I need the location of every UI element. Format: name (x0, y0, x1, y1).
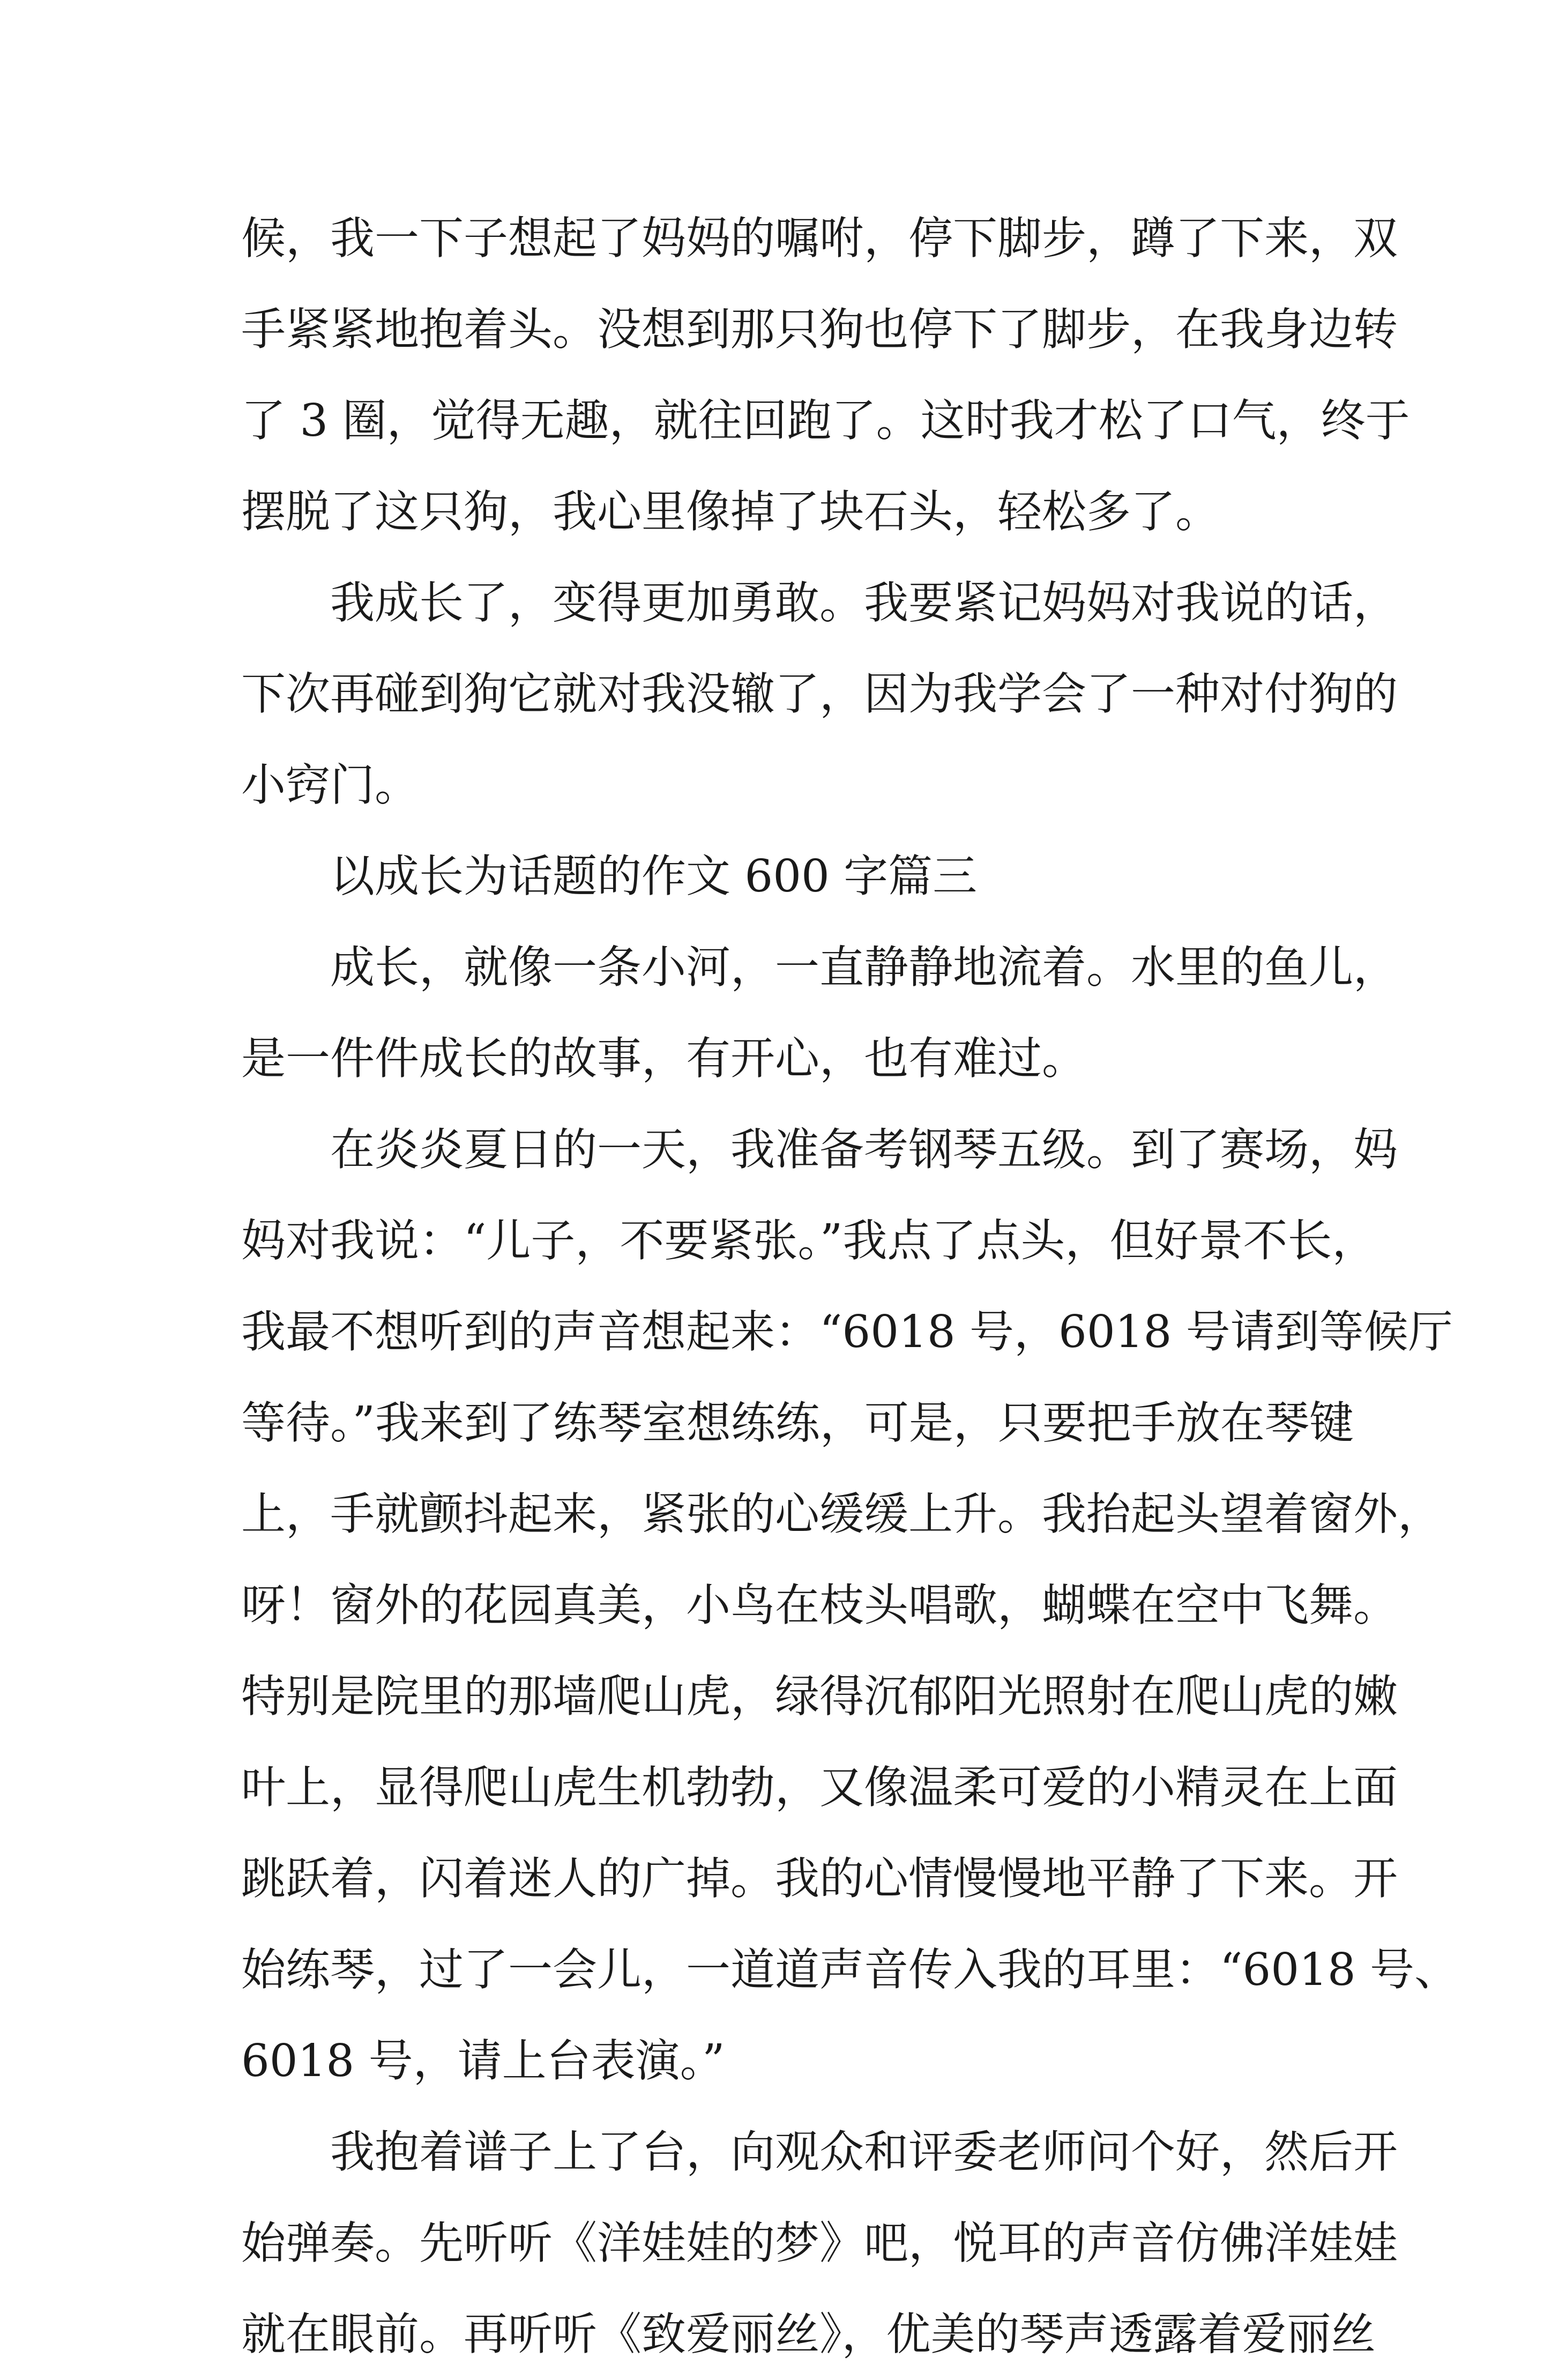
text-line: 特别是院里的那墙爬山虎，绿得沉郁阳光照射在爬山虎的嫩 (241, 1670, 1398, 1722)
text-line: 在炎炎夏日的一天，我准备考钢琴五级。到了赛场，妈 (330, 1124, 1398, 1176)
text-line: 就在眼前。再听听《致爱丽丝》，优美的琴声透露着爱丽丝 (241, 2308, 1376, 2360)
text-line: 小窍门。 (241, 759, 419, 811)
text-line: 始弹奏。先听听《洋娃娃的梦》吧，悦耳的声音仿佛洋娃娃 (241, 2217, 1398, 2269)
text-line: 了 3 圈，觉得无趣，就往回跑了。这时我才松了口气，终于 (241, 395, 1410, 447)
text-line: 是一件件成长的故事，有开心，也有难过。 (241, 1032, 1086, 1084)
text-line: 呀！窗外的花园真美，小鸟在枝头唱歌，蝴蝶在空中飞舞。 (241, 1579, 1398, 1631)
text-line: 下次再碰到狗它就对我没辙了，因为我学会了一种对付狗的 (241, 668, 1398, 720)
text-line: 手紧紧地抱着头。没想到那只狗也停下了脚步，在我身边转 (241, 303, 1398, 355)
document-page (241, 193, 1459, 2380)
text-line: 我抱着谱子上了台，向观众和评委老师问个好，然后开 (330, 2126, 1398, 2178)
paragraph (241, 1104, 1459, 2107)
text-line: 成长，就像一条小河，一直静静地流着。水里的鱼儿， (330, 941, 1398, 993)
section-heading (241, 831, 1321, 922)
text-line: 摆脱了这只狗，我心里像掉了块石头，轻松多了。 (241, 486, 1220, 538)
paragraph (241, 922, 1398, 1104)
text-line: 6018 号，请上台表演。” (241, 2035, 725, 2087)
paragraph (241, 2107, 1398, 2380)
heading-text: 以成长为话题的作文 600 字篇三 (330, 850, 978, 902)
text-line: 我成长了，变得更加勇敢。我要紧记妈妈对我说的话， (330, 577, 1398, 629)
text-line: 跳跃着，闪着迷人的广掉。我的心情慢慢地平静了下来。开 (241, 1853, 1398, 1905)
paragraph (241, 557, 1398, 831)
text-line: 等待。”我来到了练琴室想练练，可是，只要把手放在琴键 (241, 1397, 1354, 1449)
text-line: 上，手就颤抖起来，紧张的心缓缓上升。我抬起头望着窗外， (241, 1488, 1442, 1540)
text-line: 叶上，显得爬山虎生机勃勃，又像温柔可爱的小精灵在上面 (241, 1761, 1398, 1813)
text-line: 我最不想听到的声音想起来：“6018 号，6018 号请到等候厅 (241, 1306, 1453, 1358)
text-line: 始练琴，过了一会儿，一道道声音传入我的耳里：“6018 号、 (241, 1944, 1459, 1996)
paragraph (241, 193, 1410, 557)
text-line: 候，我一下子想起了妈妈的嘱咐，停下脚步，蹲了下来，双 (241, 212, 1398, 264)
text-line: 妈对我说：“儿子，不要紧张。”我点了点头，但好景不长， (241, 1215, 1377, 1267)
